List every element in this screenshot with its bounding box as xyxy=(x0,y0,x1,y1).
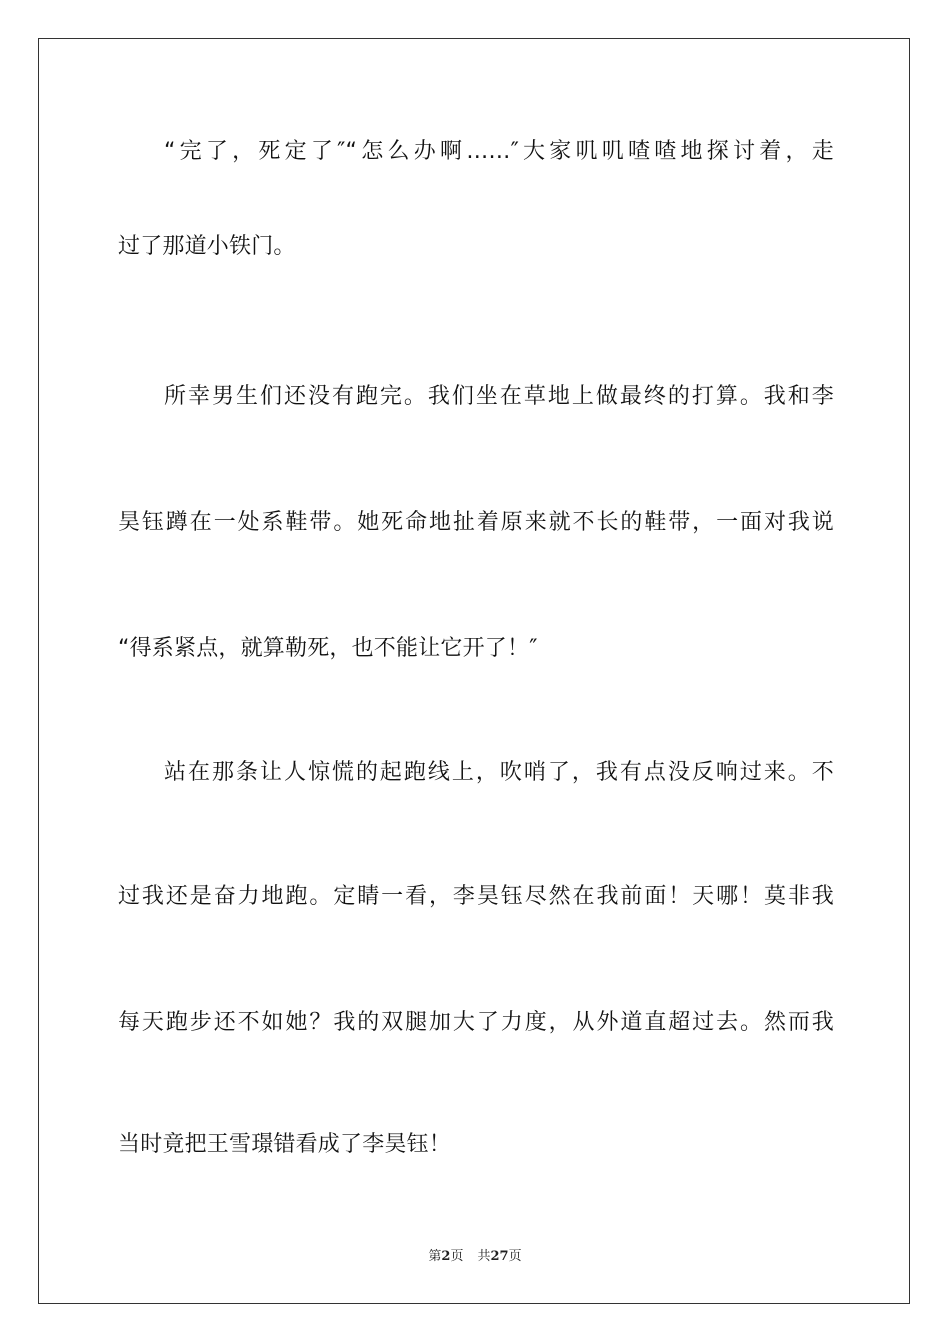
paragraph-line: 过我还是奋力地跑。定睛一看，李昊钰尽然在我前面！天哪！莫非我 xyxy=(118,884,834,909)
paragraph-line: 昊钰蹲在一处系鞋带。她死命地扯着原来就不长的鞋带，一面对我说 xyxy=(118,510,834,535)
paragraph-line: “完了，死定了″“怎么办啊……″大家叽叽喳喳地探讨着，走 xyxy=(164,139,834,164)
footer-page-unit: 页 xyxy=(450,1249,464,1264)
paragraph-line: 每天跑步还不如她？我的双腿加大了力度，从外道直超过去。然而我 xyxy=(118,1010,834,1035)
paragraph-line: 站在那条让人惊慌的起跑线上，吹哨了，我有点没反响过来。不 xyxy=(164,760,834,785)
page-border xyxy=(38,38,910,1304)
paragraph-line: 过了那道小铁门。 xyxy=(118,234,296,259)
page-footer xyxy=(0,1245,950,1264)
current-page-number: 2 xyxy=(441,1249,451,1264)
paragraph-line: “得系紧点，就算勒死，也不能让它开了！″ xyxy=(118,636,538,661)
paragraph-line: 当时竟把王雪璟错看成了李昊钰！ xyxy=(118,1132,452,1157)
footer-total-unit: 页 xyxy=(508,1249,522,1264)
footer-total-prefix: 共 xyxy=(477,1249,491,1264)
footer-prefix: 第 xyxy=(428,1249,442,1264)
total-pages-number: 27 xyxy=(490,1249,509,1264)
paragraph-line: 所幸男生们还没有跑完。我们坐在草地上做最终的打算。我和李 xyxy=(164,384,834,409)
